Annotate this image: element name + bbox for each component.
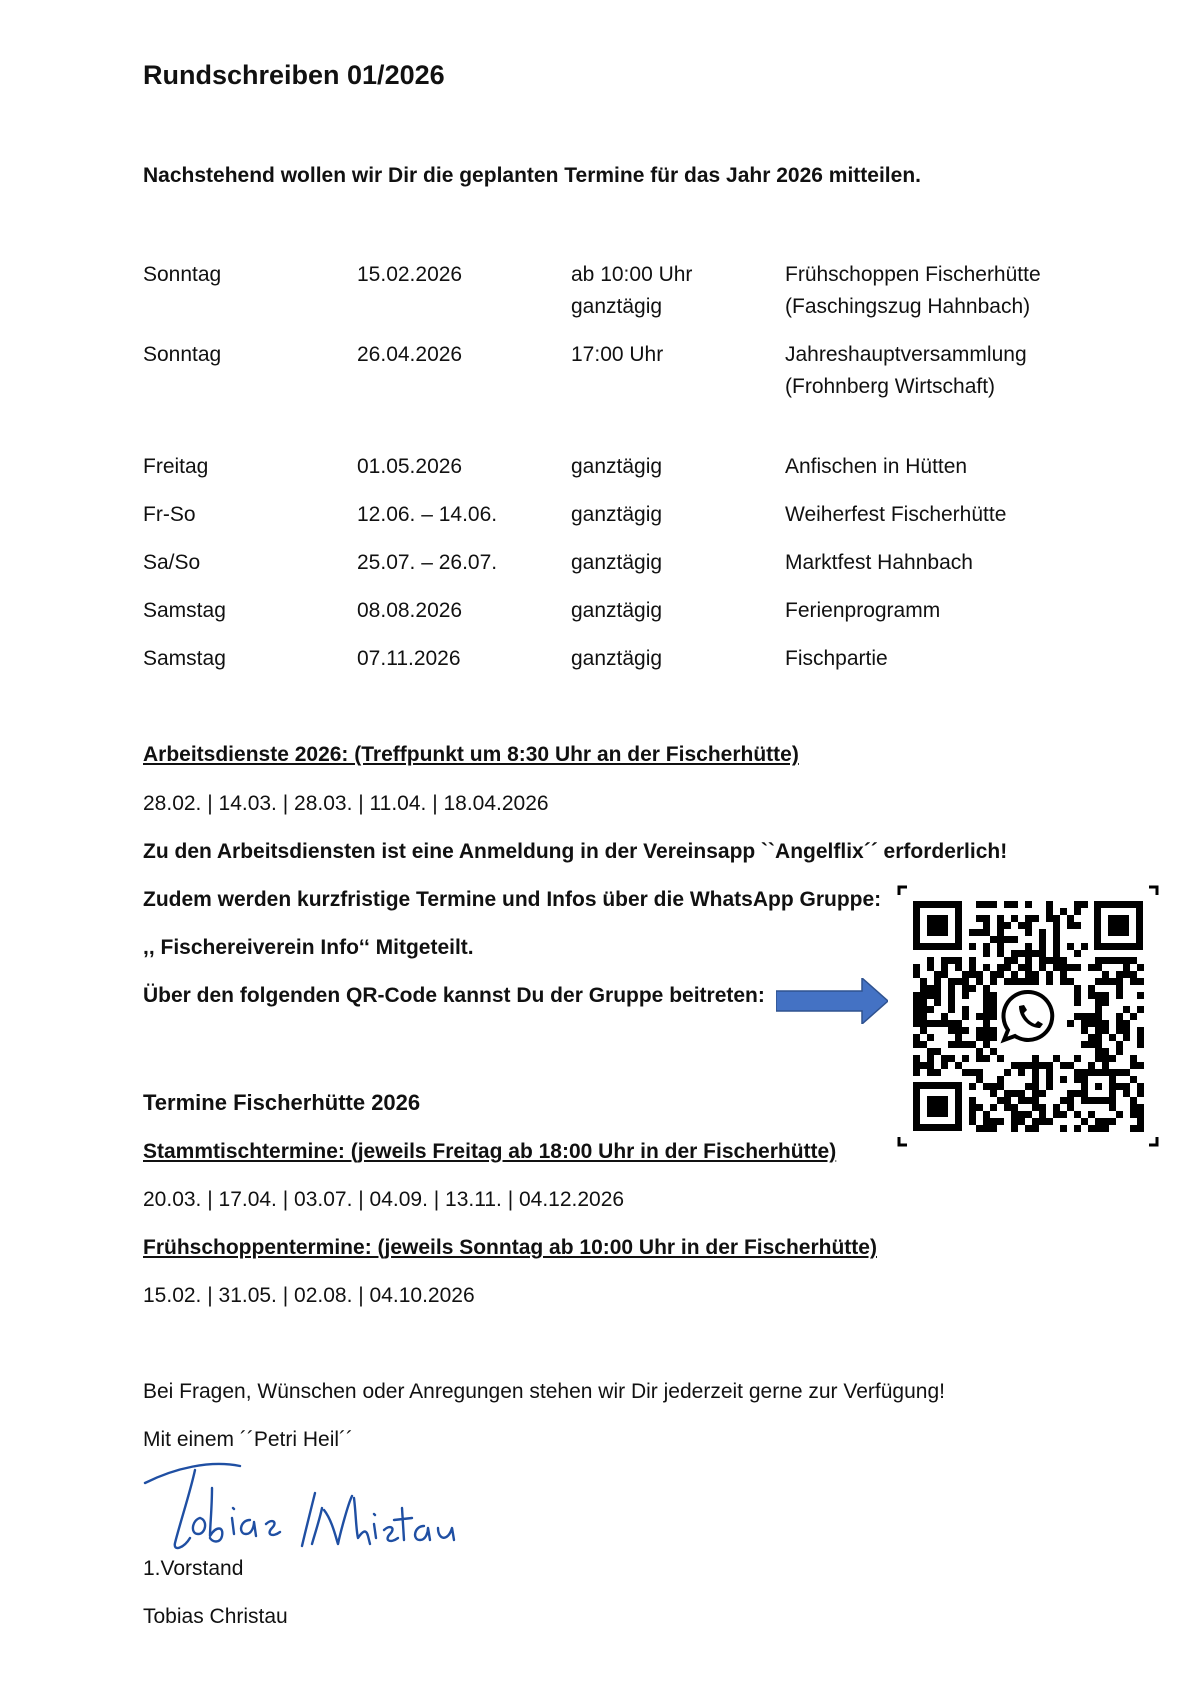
row-event-extra: (Faschingszug Hahnbach) (785, 295, 1031, 318)
row-time: ganztägig (571, 455, 663, 478)
qr-finder-top-left (913, 901, 962, 950)
row-date: 12.06. – 14.06. (357, 503, 498, 526)
stammtisch-dates: 20.03. | 17.04. | 03.07. | 04.09. | 13.11. | 04.12.2026 (143, 1188, 625, 1211)
row-day: Samstag (143, 647, 226, 670)
whatsapp-icon (998, 986, 1058, 1046)
qr-code (897, 885, 1159, 1147)
row-time-extra: ganztägig (571, 295, 663, 318)
row-day: Sonntag (143, 343, 222, 366)
row-event: Jahreshauptversammlung (785, 343, 1027, 366)
signer-name: Tobias Christau (143, 1605, 288, 1628)
row-event-extra: (Frohnberg Wirtschaft) (785, 375, 996, 398)
row-day: Freitag (143, 455, 209, 478)
row-event: Fischpartie (785, 647, 888, 670)
row-day: Fr-So (143, 503, 196, 526)
row-date: 07.11.2026 (357, 647, 461, 670)
greeting: Mit einem ´´Petri Heil´´ (143, 1428, 354, 1451)
row-time: 17:00 Uhr (571, 343, 664, 366)
fruehschoppen-heading: Frühschoppentermine: (jeweils Sonntag ab 10:00 Uhr in der Fischerhütte) (143, 1236, 877, 1259)
row-time: ganztägig (571, 647, 663, 670)
registration-note: Zu den Arbeitsdiensten ist eine Anmeldung in der Vereinsapp ``Angelflix´´ erforderlich! (143, 840, 1008, 863)
row-day: Samstag (143, 599, 226, 622)
row-date: 26.04.2026 (357, 343, 463, 366)
row-event: Marktfest Hahnbach (785, 551, 973, 574)
qr-join-note: Über den folgenden QR-Code kannst Du der Gruppe beitreten: (143, 984, 765, 1007)
signer-role: 1.Vorstand (143, 1557, 244, 1580)
row-event: Frühschoppen Fischerhütte (785, 263, 1041, 286)
row-time: ab 10:00 Uhr (571, 263, 693, 286)
row-time: ganztägig (571, 503, 663, 526)
arrow-right-icon (776, 978, 888, 1024)
fruehschoppen-dates: 15.02. | 31.05. | 02.08. | 04.10.2026 (143, 1284, 475, 1307)
closing-text: Bei Fragen, Wünschen oder Anregungen stehen wir Dir jederzeit gerne zur Verfügung! (143, 1380, 945, 1403)
stammtisch-heading: Stammtischtermine: (jeweils Freitag ab 18:00 Uhr in der Fischerhütte) (143, 1140, 837, 1163)
arbeitsdienste-dates: 28.02. | 14.03. | 28.03. | 11.04. | 18.04.2026 (143, 792, 549, 815)
row-event: Weiherfest Fischerhütte (785, 503, 1007, 526)
signature (140, 1448, 480, 1558)
row-day: Sa/So (143, 551, 201, 574)
row-day: Sonntag (143, 263, 222, 286)
whatsapp-group-name: ,, Fischereiverein Info‘‘ Mitgeteilt. (143, 936, 474, 959)
row-date: 08.08.2026 (357, 599, 463, 622)
arbeitsdienste-heading: Arbeitsdienste 2026: (Treffpunkt um 8:30 Uhr an der Fischerhütte) (143, 743, 799, 766)
page-title: Rundschreiben 01/2026 (143, 60, 445, 90)
huette-heading: Termine Fischerhütte 2026 (143, 1090, 421, 1115)
row-date: 15.02.2026 (357, 263, 463, 286)
row-date: 25.07. – 26.07. (357, 551, 498, 574)
row-time: ganztägig (571, 551, 663, 574)
row-event: Anfischen in Hütten (785, 455, 968, 478)
row-time: ganztägig (571, 599, 663, 622)
qr-finder-top-right (1094, 901, 1143, 950)
row-date: 01.05.2026 (357, 455, 463, 478)
intro-text: Nachstehend wollen wir Dir die geplanten Termine für das Jahr 2026 mitteilen. (143, 164, 921, 187)
qr-finder-bottom-left (913, 1082, 962, 1131)
whatsapp-note: Zudem werden kurzfristige Termine und Infos über die WhatsApp Gruppe: (143, 888, 882, 911)
row-event: Ferienprogramm (785, 599, 941, 622)
